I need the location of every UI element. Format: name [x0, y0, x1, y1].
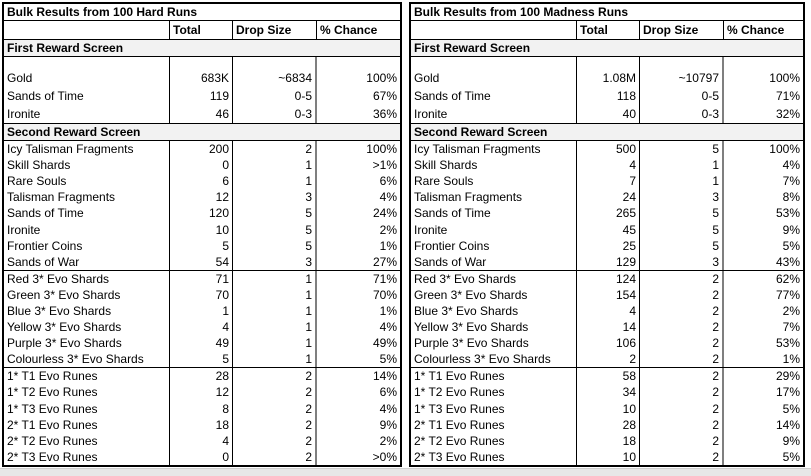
drop-size-cell: 1	[640, 157, 724, 173]
drop-size-cell: ~6834	[233, 69, 317, 87]
chance-cell: 71%	[372, 271, 397, 286]
drop-size-cell: 5	[640, 205, 724, 221]
chance-cell: 49%	[372, 336, 397, 351]
total-cell: 12	[170, 189, 233, 205]
drop-size-cell: 3	[640, 189, 724, 205]
item-name-cell: Rare Souls	[411, 173, 577, 189]
total-cell	[577, 57, 640, 69]
table-row	[411, 449, 803, 465]
column-header-drop-size: Drop Size	[640, 21, 724, 39]
table-row	[411, 433, 803, 449]
drop-size-cell: 2	[640, 433, 724, 449]
drop-size-cell: 2	[233, 141, 317, 157]
table-row	[411, 141, 803, 157]
row-group	[411, 271, 803, 369]
drop-size-cell: 2	[233, 449, 317, 465]
total-cell: 4	[170, 433, 233, 449]
table-row	[4, 141, 400, 157]
drop-size-cell	[640, 57, 724, 69]
item-name-cell: Icy Talisman Fragments	[4, 141, 170, 157]
item-name-cell: Gold	[411, 69, 577, 87]
table-row	[411, 173, 803, 189]
row-group	[411, 57, 803, 124]
total-cell: 25	[577, 238, 640, 254]
drop-size-cell: 0-5	[233, 87, 317, 105]
drop-size-cell: 5	[233, 221, 317, 237]
item-name-cell: Icy Talisman Fragments	[411, 141, 577, 157]
total-cell: 6	[170, 173, 233, 189]
item-name-cell: Red 3* Evo Shards	[411, 271, 577, 287]
table-row	[411, 87, 803, 105]
table-row	[411, 271, 803, 287]
table-body	[411, 40, 803, 465]
chance-cell: 100%	[769, 71, 800, 85]
chance-cell: 1%	[379, 303, 397, 318]
chance-cell: 27%	[372, 254, 397, 269]
total-cell: 118	[577, 87, 640, 105]
item-name-cell: Yellow 3* Evo Shards	[411, 319, 577, 335]
drop-size-cell: 2	[640, 384, 724, 400]
chance-cell: 100%	[366, 142, 397, 157]
drop-size-cell: 3	[233, 254, 317, 270]
chance-cell: 1%	[782, 352, 800, 367]
total-cell: 0	[170, 157, 233, 173]
chance-cell: 9%	[782, 433, 800, 448]
total-cell: 49	[170, 335, 233, 351]
drop-size-cell: 5	[640, 238, 724, 254]
window-edge-strip	[0, 468, 811, 476]
chance-cell: 77%	[775, 287, 800, 302]
table-row	[411, 105, 803, 123]
drop-size-cell: 2	[640, 271, 724, 287]
item-name-cell: 1* T2 Evo Runes	[411, 384, 577, 400]
chance-cell: 9%	[782, 222, 800, 237]
chance-cell: >0%	[372, 449, 397, 464]
row-group	[4, 368, 400, 465]
table-row	[411, 238, 803, 254]
item-name-cell: Ironite	[411, 105, 577, 123]
table-title: Bulk Results from 100 Hard Runs	[4, 4, 400, 21]
row-group	[4, 141, 400, 271]
drop-size-cell: 2	[640, 287, 724, 303]
table-row	[4, 205, 400, 221]
item-name-cell: Sands of Time	[4, 87, 170, 105]
drop-size-cell: 2	[233, 417, 317, 433]
chance-cell: 5%	[782, 449, 800, 464]
total-cell: 45	[577, 221, 640, 237]
total-cell: 4	[577, 303, 640, 319]
total-cell: 70	[170, 287, 233, 303]
item-name-cell: 1* T3 Evo Runes	[411, 401, 577, 417]
drop-size-cell: 5	[640, 141, 724, 157]
item-name-cell	[411, 57, 577, 69]
total-cell: 14	[577, 319, 640, 335]
item-name-cell: 2* T2 Evo Runes	[411, 433, 577, 449]
table-row	[411, 69, 803, 87]
total-cell: 54	[170, 254, 233, 270]
item-name-cell: Gold	[4, 69, 170, 87]
table-row	[4, 157, 400, 173]
chance-cell: 4%	[379, 401, 397, 416]
drop-size-cell: 1	[233, 157, 317, 173]
total-cell: 71	[170, 271, 233, 287]
item-name-cell: 2* T1 Evo Runes	[4, 417, 170, 433]
drop-size-cell: 0-3	[640, 105, 724, 123]
column-header-chance: % Chance	[320, 23, 378, 37]
item-name-cell: Frontier Coins	[4, 238, 170, 254]
drop-size-cell: 5	[640, 221, 724, 237]
table-row	[4, 287, 400, 303]
item-name-cell: 2* T2 Evo Runes	[4, 433, 170, 449]
chance-cell: 24%	[372, 206, 397, 221]
total-cell: 119	[170, 87, 233, 105]
total-cell: 265	[577, 205, 640, 221]
total-cell: 24	[577, 189, 640, 205]
item-name-cell: Purple 3* Evo Shards	[4, 335, 170, 351]
total-cell: 28	[577, 417, 640, 433]
spacer-row	[411, 57, 803, 69]
item-name-cell: Colourless 3* Evo Shards	[4, 351, 170, 367]
total-cell: 1	[170, 303, 233, 319]
drop-size-cell: 2	[640, 351, 724, 367]
drop-size-cell: 2	[640, 335, 724, 351]
row-group	[4, 271, 400, 369]
row-group	[411, 368, 803, 465]
table-row	[4, 105, 400, 123]
item-name-cell: Ironite	[411, 221, 577, 237]
drop-size-cell: 1	[233, 173, 317, 189]
chance-cell: 53%	[775, 336, 800, 351]
column-header-row	[4, 21, 400, 40]
drop-size-cell: 1	[233, 287, 317, 303]
drop-size-cell: 2	[233, 384, 317, 400]
total-cell: 120	[170, 205, 233, 221]
table-body	[4, 40, 400, 465]
section-header: First Reward Screen	[4, 40, 400, 57]
total-cell: 46	[170, 105, 233, 123]
chance-cell: 2%	[379, 222, 397, 237]
section-header: Second Reward Screen	[4, 124, 400, 141]
drop-size-cell: 2	[640, 401, 724, 417]
drop-size-cell: 1	[233, 319, 317, 335]
chance-cell: >1%	[372, 158, 397, 173]
chance-cell: 53%	[775, 206, 800, 221]
chance-cell: 9%	[379, 417, 397, 432]
total-cell: 18	[577, 433, 640, 449]
drop-size-cell: 2	[640, 303, 724, 319]
table-row	[411, 417, 803, 433]
spacer-row	[4, 57, 400, 69]
chance-cell: 4%	[782, 158, 800, 173]
table-row	[411, 205, 803, 221]
total-cell: 0	[170, 449, 233, 465]
drop-size-cell: 5	[233, 238, 317, 254]
total-cell: 124	[577, 271, 640, 287]
chance-cell: 70%	[372, 287, 397, 302]
item-name-cell: 1* T1 Evo Runes	[411, 368, 577, 384]
total-cell: 154	[577, 287, 640, 303]
item-name-cell: Colourless 3* Evo Shards	[411, 351, 577, 367]
item-name-cell: Frontier Coins	[411, 238, 577, 254]
item-name-cell: Ironite	[4, 221, 170, 237]
total-cell: 18	[170, 417, 233, 433]
drop-size-cell: ~10797	[640, 69, 724, 87]
chance-cell: 5%	[379, 352, 397, 367]
drop-size-cell: 3	[640, 254, 724, 270]
table-row	[4, 433, 400, 449]
total-cell: 58	[577, 368, 640, 384]
table-row	[411, 351, 803, 367]
chance-cell	[317, 57, 400, 69]
total-cell: 500	[577, 141, 640, 157]
drop-size-cell: 1	[233, 351, 317, 367]
table-row	[4, 303, 400, 319]
table-row	[4, 417, 400, 433]
drop-size-cell	[233, 57, 317, 69]
chance-cell: 7%	[782, 320, 800, 335]
item-name-cell: Blue 3* Evo Shards	[411, 303, 577, 319]
item-name-cell: Sands of Time	[411, 205, 577, 221]
table-row	[4, 351, 400, 367]
item-name-cell: Green 3* Evo Shards	[4, 287, 170, 303]
bulk-results-table-hard	[2, 2, 402, 467]
total-cell: 10	[577, 449, 640, 465]
chance-cell: 8%	[782, 190, 800, 205]
chance-cell: 5%	[782, 401, 800, 416]
drop-size-cell: 1	[233, 303, 317, 319]
table-row	[411, 401, 803, 417]
total-cell: 7	[577, 173, 640, 189]
item-name-cell	[4, 57, 170, 69]
item-name-cell: Purple 3* Evo Shards	[411, 335, 577, 351]
chance-cell: 71%	[775, 89, 800, 103]
item-name-cell: Yellow 3* Evo Shards	[4, 319, 170, 335]
drop-size-cell: 2	[233, 401, 317, 417]
item-name-cell: Skill Shards	[4, 157, 170, 173]
item-name-cell: 2* T1 Evo Runes	[411, 417, 577, 433]
total-cell: 1.08M	[577, 69, 640, 87]
item-name-cell: Sands of War	[411, 254, 577, 270]
item-name-cell: Skill Shards	[411, 157, 577, 173]
chance-cell: 7%	[782, 174, 800, 189]
table-row	[4, 189, 400, 205]
table-row	[411, 157, 803, 173]
item-name-cell: Sands of War	[4, 254, 170, 270]
chance-cell: 4%	[379, 190, 397, 205]
drop-size-cell: 2	[233, 368, 317, 384]
column-header-drop-size: Drop Size	[233, 21, 317, 39]
chance-cell: 100%	[769, 142, 800, 157]
drop-size-cell: 5	[233, 205, 317, 221]
chance-cell: 2%	[782, 303, 800, 318]
total-cell: 28	[170, 368, 233, 384]
drop-size-cell: 2	[640, 449, 724, 465]
table-row	[4, 87, 400, 105]
column-header-chance: % Chance	[727, 23, 785, 37]
table-row	[4, 449, 400, 465]
total-cell: 200	[170, 141, 233, 157]
drop-size-cell: 0-3	[233, 105, 317, 123]
table-row	[4, 254, 400, 270]
item-name-cell: 2* T3 Evo Runes	[411, 449, 577, 465]
item-name-cell: Sands of Time	[4, 205, 170, 221]
total-cell: 12	[170, 384, 233, 400]
total-cell: 34	[577, 384, 640, 400]
chance-cell: 32%	[775, 107, 800, 121]
item-name-cell: 1* T3 Evo Runes	[4, 401, 170, 417]
item-name-cell: Talisman Fragments	[411, 189, 577, 205]
chance-cell: 6%	[379, 174, 397, 189]
chance-cell	[724, 57, 803, 69]
section-header: Second Reward Screen	[411, 124, 803, 141]
total-cell: 2	[577, 351, 640, 367]
total-cell: 10	[170, 221, 233, 237]
total-cell: 4	[170, 319, 233, 335]
table-row	[4, 368, 400, 384]
total-cell: 5	[170, 351, 233, 367]
item-name-cell: Red 3* Evo Shards	[4, 271, 170, 287]
total-cell: 10	[577, 401, 640, 417]
table-row	[4, 238, 400, 254]
chance-cell: 29%	[775, 369, 800, 384]
section-header: First Reward Screen	[411, 40, 803, 57]
chance-cell: 14%	[775, 417, 800, 432]
chance-cell: 67%	[372, 89, 397, 103]
table-row	[4, 335, 400, 351]
drop-size-cell: 1	[233, 271, 317, 287]
chance-cell: 36%	[372, 107, 397, 121]
table-row	[4, 271, 400, 287]
table-row	[411, 319, 803, 335]
table-row	[4, 69, 400, 87]
table-row	[4, 401, 400, 417]
chance-cell: 1%	[379, 238, 397, 253]
chance-cell: 6%	[379, 385, 397, 400]
table-row	[411, 189, 803, 205]
table-row	[411, 303, 803, 319]
table-row	[411, 221, 803, 237]
column-header-item	[4, 21, 170, 39]
item-name-cell: Rare Souls	[4, 173, 170, 189]
chance-cell: 62%	[775, 271, 800, 286]
drop-size-cell: 3	[233, 189, 317, 205]
item-name-cell: Talisman Fragments	[4, 189, 170, 205]
drop-size-cell: 0-5	[640, 87, 724, 105]
chance-cell: 43%	[775, 254, 800, 269]
chance-cell: 100%	[366, 71, 397, 85]
item-name-cell: Blue 3* Evo Shards	[4, 303, 170, 319]
total-cell	[170, 57, 233, 69]
chance-cell: 14%	[372, 369, 397, 384]
table-row	[411, 287, 803, 303]
row-group	[4, 57, 400, 124]
table-row	[4, 319, 400, 335]
drop-size-cell: 2	[640, 417, 724, 433]
drop-size-cell: 2	[640, 368, 724, 384]
table-row	[4, 384, 400, 400]
table-row	[4, 173, 400, 189]
bulk-results-table-madness	[409, 2, 805, 467]
drop-size-cell: 2	[233, 433, 317, 449]
total-cell: 40	[577, 105, 640, 123]
column-header-item	[411, 21, 577, 39]
total-cell: 683K	[170, 69, 233, 87]
item-name-cell: 1* T2 Evo Runes	[4, 384, 170, 400]
table-row	[4, 221, 400, 237]
chance-cell: 4%	[379, 320, 397, 335]
column-header-total: Total	[170, 21, 233, 39]
item-name-cell: Ironite	[4, 105, 170, 123]
table-row	[411, 335, 803, 351]
table-row	[411, 254, 803, 270]
chance-cell: 17%	[775, 385, 800, 400]
drop-size-cell: 1	[640, 173, 724, 189]
table-row	[411, 368, 803, 384]
table-row	[411, 384, 803, 400]
table-title: Bulk Results from 100 Madness Runs	[411, 4, 803, 21]
item-name-cell: 2* T3 Evo Runes	[4, 449, 170, 465]
item-name-cell: Green 3* Evo Shards	[411, 287, 577, 303]
total-cell: 4	[577, 157, 640, 173]
total-cell: 129	[577, 254, 640, 270]
total-cell: 5	[170, 238, 233, 254]
column-header-total: Total	[577, 21, 640, 39]
drop-size-cell: 2	[640, 319, 724, 335]
item-name-cell: 1* T1 Evo Runes	[4, 368, 170, 384]
total-cell: 8	[170, 401, 233, 417]
total-cell: 106	[577, 335, 640, 351]
item-name-cell: Sands of Time	[411, 87, 577, 105]
chance-cell: 5%	[782, 238, 800, 253]
column-header-row	[411, 21, 803, 40]
row-group	[411, 141, 803, 271]
drop-size-cell: 1	[233, 335, 317, 351]
chance-cell: 2%	[379, 433, 397, 448]
